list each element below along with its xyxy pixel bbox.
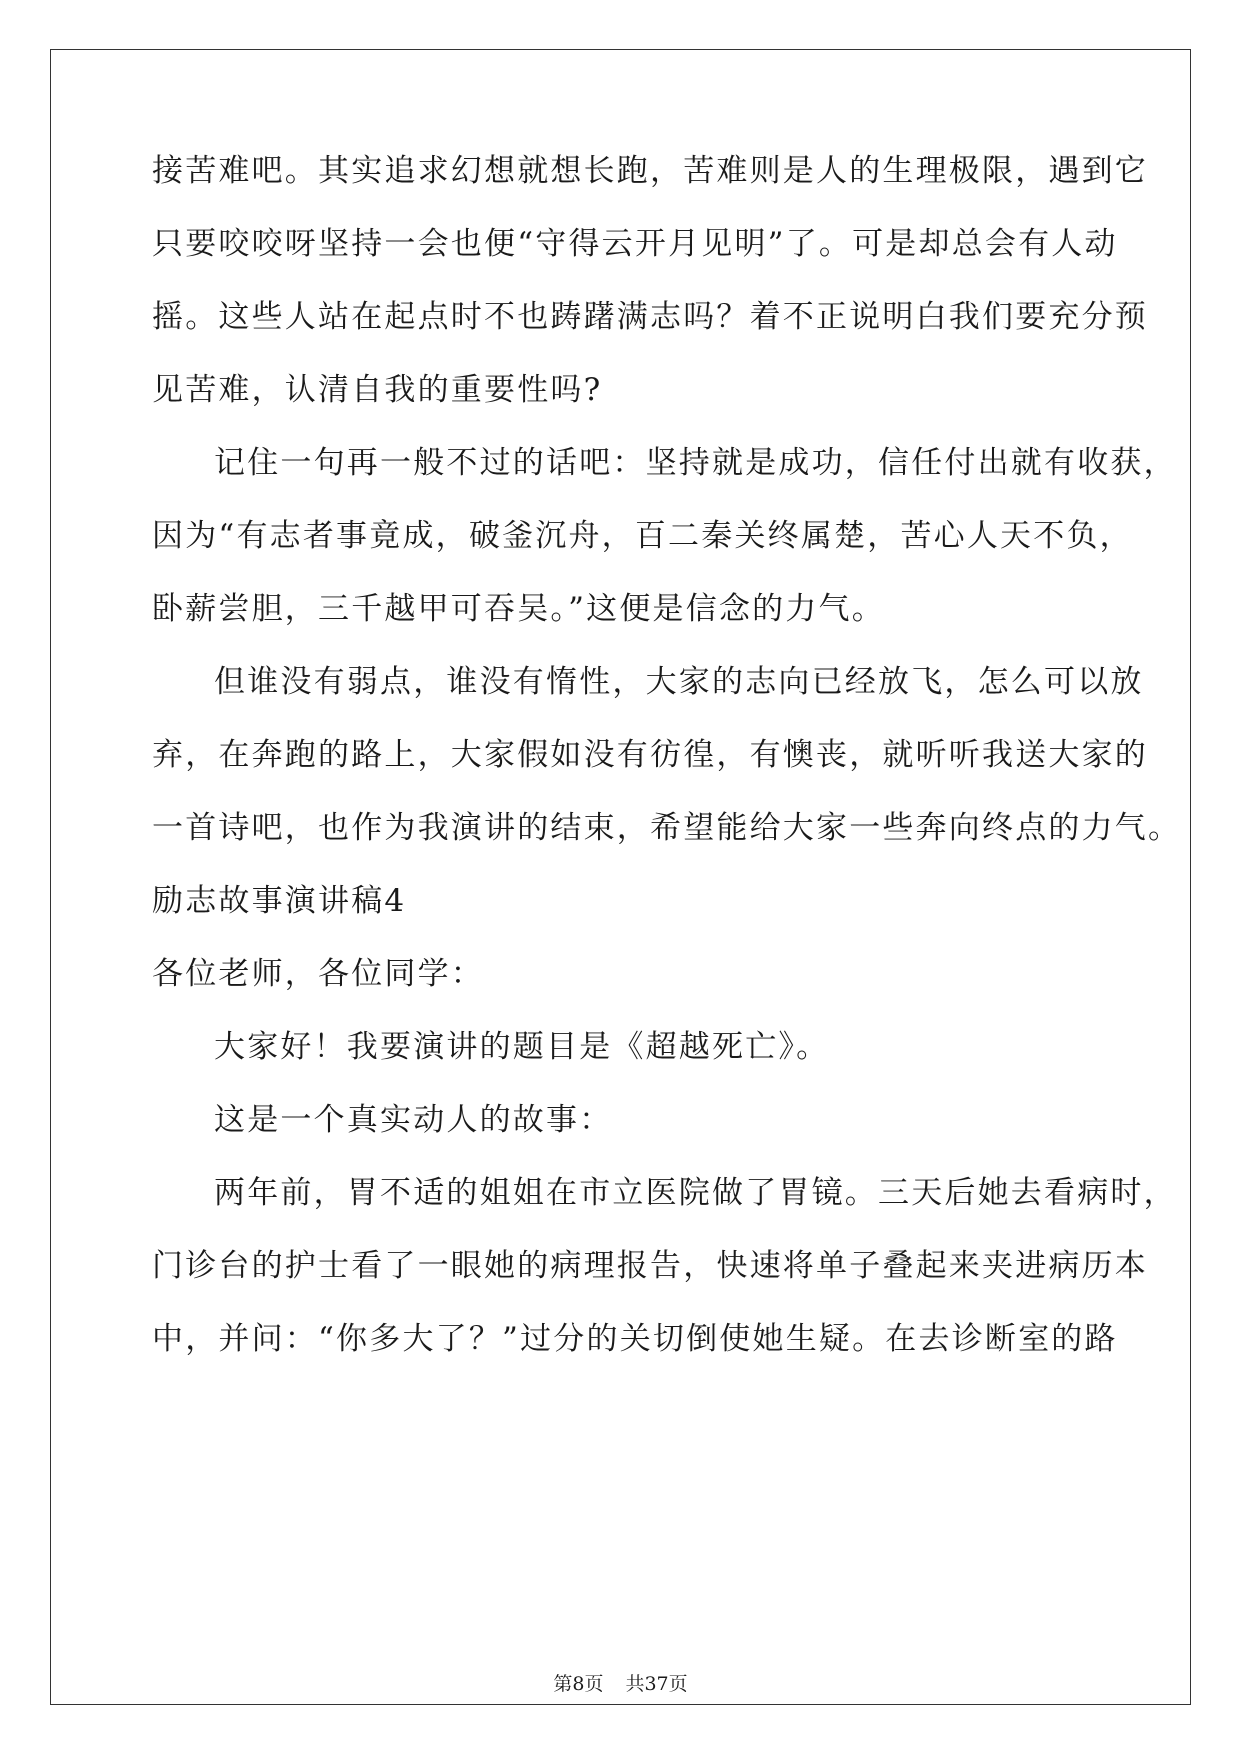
section-heading: 励志故事演讲稿4	[152, 883, 407, 919]
text-line: 弃，在奔跑的路上，大家假如没有彷徨，有懊丧，就听听我送大家的	[152, 737, 1148, 773]
text-line: 这是一个真实动人的故事：	[214, 1102, 613, 1138]
text-line: 一首诗吧，也作为我演讲的结束，希望能给大家一些奔向终点的力气。	[152, 810, 1182, 846]
text-line: 门诊台的护士看了一眼她的病理报告，快速将单子叠起来夹进病历本	[152, 1248, 1148, 1284]
text-line: 各位老师，各位同学：	[152, 956, 484, 992]
text-line: 记住一句再一般不过的话吧：坚持就是成功，信任付出就有收获，	[214, 445, 1177, 481]
text-line: 两年前，胃不适的姐姐在市立医院做了胃镜。三天后她去看病时，	[214, 1175, 1177, 1211]
text-line: 卧薪尝胆，三千越甲可吞吴。”这便是信念的力气。	[152, 591, 885, 627]
text-line: 但谁没有弱点，谁没有惰性，大家的志向已经放飞，怎么可以放	[214, 664, 1144, 700]
text-line: 摇。这些人站在起点时不也踌躇满志吗？着不正说明白我们要充分预	[152, 299, 1148, 335]
text-line: 见苦难，认清自我的重要性吗?	[152, 372, 603, 408]
text-line: 大家好！我要演讲的题目是《超越死亡》。	[214, 1029, 830, 1065]
text-line: 中，并问：“你多大了？”过分的关切倒使她生疑。在去诊断室的路	[152, 1321, 1118, 1357]
page-total: 共37页	[625, 1673, 688, 1695]
page-number: 第8页	[553, 1673, 604, 1695]
text-line: 因为“有志者事竟成，破釜沉舟，百二秦关终属楚，苦心人天不负，	[152, 518, 1133, 554]
page-footer	[0, 1672, 1241, 1696]
text-line: 只要咬咬呀坚持一会也便“守得云开月见明”了。可是却总会有人动	[152, 226, 1118, 262]
text-line: 接苦难吧。其实追求幻想就想长跑，苦难则是人的生理极限，遇到它	[152, 153, 1148, 189]
